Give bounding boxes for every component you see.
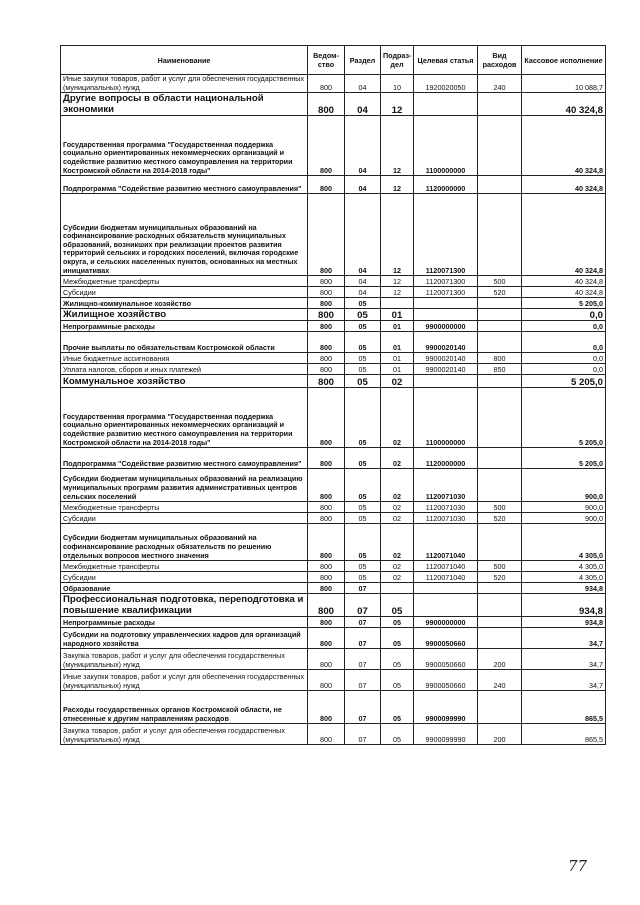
row-razdel: 05 <box>345 469 381 502</box>
row-target: 1120071030 <box>414 502 478 513</box>
row-podrazdel: 05 <box>381 617 414 628</box>
row-podrazdel: 12 <box>381 116 414 176</box>
table-row <box>61 298 606 309</box>
row-razdel: 05 <box>345 524 381 561</box>
table-row <box>61 364 606 375</box>
row-vid <box>478 594 522 617</box>
row-podrazdel: 01 <box>381 364 414 375</box>
row-ved: 800 <box>308 332 345 353</box>
row-name: Расходы государственных органов Костромской области, не отнесенные к другим направлениям расходов <box>61 691 308 724</box>
row-target: 1120071030 <box>414 469 478 502</box>
row-podrazdel: 01 <box>381 309 414 321</box>
row-ved: 800 <box>308 617 345 628</box>
row-name: Субсидии на подготовку управленческих кадров для организаций народного хозяйства <box>61 628 308 649</box>
table-row <box>61 194 606 276</box>
row-target <box>414 594 478 617</box>
row-name: Подпрограмма "Содействие развитию местного самоуправления" <box>61 176 308 194</box>
row-vid <box>478 116 522 176</box>
row-amount: 4 305,0 <box>522 561 606 572</box>
row-name: Субсидии бюджетам муниципальных образований на реализацию муниципальных программ развития административных центров сельских поселений <box>61 469 308 502</box>
row-vid: 850 <box>478 364 522 375</box>
row-ved: 800 <box>308 594 345 617</box>
row-ved: 800 <box>308 513 345 524</box>
row-amount: 10 088,7 <box>522 75 606 93</box>
row-razdel: 05 <box>345 353 381 364</box>
row-name: Закупка товаров, работ и услуг для обеспечения государственных (муниципальных) нужд <box>61 649 308 670</box>
table-row <box>61 448 606 469</box>
header-razdel: Раздел <box>345 46 381 75</box>
row-razdel: 05 <box>345 388 381 448</box>
row-razdel: 05 <box>345 502 381 513</box>
row-podrazdel: 02 <box>381 388 414 448</box>
row-ved: 800 <box>308 321 345 332</box>
table-row <box>61 691 606 724</box>
row-name: Субсидии бюджетам муниципальных образований на софинансирование расходных обязательств по решению отдельных вопросов местного значения <box>61 524 308 561</box>
row-target: 1920020050 <box>414 75 478 93</box>
table-row <box>61 649 606 670</box>
row-vid <box>478 321 522 332</box>
row-amount: 5 205,0 <box>522 298 606 309</box>
row-razdel: 05 <box>345 309 381 321</box>
row-name: Субсидии <box>61 513 308 524</box>
row-ved: 800 <box>308 388 345 448</box>
row-name: Закупка товаров, работ и услуг для обеспечения государственных (муниципальных) нужд <box>61 724 308 745</box>
table-row <box>61 617 606 628</box>
row-vid <box>478 691 522 724</box>
row-ved: 800 <box>308 364 345 375</box>
row-vid <box>478 375 522 388</box>
row-podrazdel: 05 <box>381 649 414 670</box>
row-ved: 800 <box>308 298 345 309</box>
row-target <box>414 93 478 116</box>
row-name: Иные закупки товаров, работ и услуг для обеспечения государственных (муниципальных) нужд <box>61 670 308 691</box>
table-row <box>61 321 606 332</box>
table-row <box>61 628 606 649</box>
row-podrazdel: 02 <box>381 513 414 524</box>
row-amount: 40 324,8 <box>522 93 606 116</box>
row-ved: 800 <box>308 353 345 364</box>
row-vid: 520 <box>478 513 522 524</box>
table-row <box>61 583 606 594</box>
row-razdel: 04 <box>345 194 381 276</box>
row-vid: 200 <box>478 649 522 670</box>
row-razdel: 07 <box>345 617 381 628</box>
row-razdel: 05 <box>345 375 381 388</box>
row-target: 9900000000 <box>414 321 478 332</box>
header-ved: Ведом-ство <box>308 46 345 75</box>
row-name: Образование <box>61 583 308 594</box>
row-razdel: 07 <box>345 691 381 724</box>
row-vid <box>478 583 522 594</box>
row-razdel: 05 <box>345 332 381 353</box>
row-target: 1120071300 <box>414 276 478 287</box>
row-razdel: 07 <box>345 628 381 649</box>
row-ved: 800 <box>308 649 345 670</box>
row-razdel: 07 <box>345 594 381 617</box>
row-name: Прочие выплаты по обязательствам Костромской области <box>61 332 308 353</box>
table-row <box>61 309 606 321</box>
table-body <box>61 75 606 745</box>
row-amount: 34,7 <box>522 670 606 691</box>
table-row <box>61 276 606 287</box>
row-target: 1120071040 <box>414 572 478 583</box>
budget-table <box>60 45 606 745</box>
table-row <box>61 375 606 388</box>
row-target: 9900050660 <box>414 670 478 691</box>
header-vid: Вид расходов <box>478 46 522 75</box>
row-amount: 4 305,0 <box>522 572 606 583</box>
row-razdel: 05 <box>345 561 381 572</box>
row-podrazdel: 02 <box>381 502 414 513</box>
row-target: 9900020140 <box>414 353 478 364</box>
row-amount: 934,8 <box>522 594 606 617</box>
row-target: 9900050660 <box>414 628 478 649</box>
row-podrazdel: 12 <box>381 176 414 194</box>
row-target: 1120071030 <box>414 513 478 524</box>
row-amount: 0,0 <box>522 321 606 332</box>
row-razdel: 05 <box>345 298 381 309</box>
table-row <box>61 724 606 745</box>
row-amount: 5 205,0 <box>522 375 606 388</box>
row-target: 9900099990 <box>414 724 478 745</box>
header-name: Наименование <box>61 46 308 75</box>
row-podrazdel: 05 <box>381 691 414 724</box>
row-target: 9900020140 <box>414 364 478 375</box>
row-ved: 800 <box>308 502 345 513</box>
row-target <box>414 583 478 594</box>
row-vid: 500 <box>478 502 522 513</box>
row-vid: 800 <box>478 353 522 364</box>
row-name: Государственная программа "Государственная поддержка социально ориентированных некоммерческих организаций и содействие развитию местного самоуправления на территории Костромской области на 2014-2018 годы" <box>61 388 308 448</box>
row-target: 1120071040 <box>414 524 478 561</box>
table-row <box>61 561 606 572</box>
row-razdel: 05 <box>345 321 381 332</box>
table-header-row <box>61 46 606 75</box>
row-amount: 40 324,8 <box>522 194 606 276</box>
row-ved: 800 <box>308 176 345 194</box>
table-row <box>61 332 606 353</box>
row-amount: 40 324,8 <box>522 276 606 287</box>
row-target: 1120071300 <box>414 194 478 276</box>
row-vid: 520 <box>478 572 522 583</box>
table-row <box>61 469 606 502</box>
row-target: 1120000000 <box>414 448 478 469</box>
row-ved: 800 <box>308 572 345 583</box>
row-podrazdel <box>381 298 414 309</box>
row-podrazdel: 12 <box>381 194 414 276</box>
row-vid <box>478 448 522 469</box>
row-amount: 0,0 <box>522 353 606 364</box>
row-razdel: 04 <box>345 287 381 298</box>
row-vid: 500 <box>478 561 522 572</box>
row-amount: 0,0 <box>522 364 606 375</box>
row-podrazdel: 12 <box>381 287 414 298</box>
row-amount: 5 205,0 <box>522 388 606 448</box>
table-row <box>61 524 606 561</box>
row-name: Государственная программа "Государственная поддержка социально ориентированных некоммерческих организаций и содействие развитию местного самоуправления на территории Костромской области на 2014-2018 годы" <box>61 116 308 176</box>
row-amount: 34,7 <box>522 628 606 649</box>
row-ved: 800 <box>308 524 345 561</box>
row-amount: 900,0 <box>522 502 606 513</box>
row-ved: 800 <box>308 116 345 176</box>
row-ved: 800 <box>308 375 345 388</box>
row-ved: 800 <box>308 276 345 287</box>
row-vid <box>478 628 522 649</box>
row-amount: 900,0 <box>522 513 606 524</box>
row-name: Жилищное хозяйство <box>61 309 308 321</box>
row-podrazdel: 02 <box>381 524 414 561</box>
row-amount: 40 324,8 <box>522 116 606 176</box>
header-podrazdel: Подраз-дел <box>381 46 414 75</box>
table-row <box>61 670 606 691</box>
row-razdel: 07 <box>345 724 381 745</box>
row-name: Подпрограмма "Содействие развитию местного самоуправления" <box>61 448 308 469</box>
row-podrazdel: 02 <box>381 561 414 572</box>
row-name: Иные бюджетные ассигнования <box>61 353 308 364</box>
row-name: Субсидии <box>61 572 308 583</box>
table-row <box>61 513 606 524</box>
row-name: Межбюджетные трансферты <box>61 276 308 287</box>
row-ved: 800 <box>308 75 345 93</box>
row-name: Уплата налогов, сборов и иных платежей <box>61 364 308 375</box>
row-ved: 800 <box>308 93 345 116</box>
table-row <box>61 93 606 116</box>
row-podrazdel: 01 <box>381 321 414 332</box>
row-vid <box>478 388 522 448</box>
row-vid <box>478 309 522 321</box>
row-podrazdel: 01 <box>381 353 414 364</box>
row-podrazdel <box>381 583 414 594</box>
table-row <box>61 388 606 448</box>
header-amount: Кассовое исполнение <box>522 46 606 75</box>
row-podrazdel: 02 <box>381 469 414 502</box>
row-name: Непрограммные расходы <box>61 617 308 628</box>
row-vid <box>478 332 522 353</box>
row-podrazdel: 10 <box>381 75 414 93</box>
row-podrazdel: 12 <box>381 93 414 116</box>
row-amount: 4 305,0 <box>522 524 606 561</box>
row-name: Непрограммные расходы <box>61 321 308 332</box>
row-ved: 800 <box>308 448 345 469</box>
row-razdel: 04 <box>345 93 381 116</box>
row-name: Субсидии <box>61 287 308 298</box>
row-amount: 865,5 <box>522 724 606 745</box>
row-ved: 800 <box>308 194 345 276</box>
row-target: 9900050660 <box>414 649 478 670</box>
row-podrazdel: 05 <box>381 670 414 691</box>
row-razdel: 07 <box>345 583 381 594</box>
row-amount: 934,8 <box>522 583 606 594</box>
row-name: Межбюджетные трансферты <box>61 561 308 572</box>
row-target: 1120071040 <box>414 561 478 572</box>
row-vid <box>478 617 522 628</box>
row-name: Жилищно-коммунальное хозяйство <box>61 298 308 309</box>
row-podrazdel: 02 <box>381 448 414 469</box>
row-name: Другие вопросы в области национальной экономики <box>61 93 308 116</box>
row-ved: 800 <box>308 691 345 724</box>
table-row <box>61 287 606 298</box>
row-ved: 800 <box>308 583 345 594</box>
row-vid: 500 <box>478 276 522 287</box>
row-name: Коммунальное хозяйство <box>61 375 308 388</box>
row-target: 1100000000 <box>414 116 478 176</box>
row-ved: 800 <box>308 287 345 298</box>
row-name: Межбюджетные трансферты <box>61 502 308 513</box>
row-amount: 0,0 <box>522 332 606 353</box>
row-razdel: 07 <box>345 670 381 691</box>
row-razdel: 04 <box>345 176 381 194</box>
table-row <box>61 176 606 194</box>
row-amount: 0,0 <box>522 309 606 321</box>
row-target: 1100000000 <box>414 388 478 448</box>
row-amount: 865,5 <box>522 691 606 724</box>
row-target: 9900000000 <box>414 617 478 628</box>
row-podrazdel: 05 <box>381 724 414 745</box>
row-amount: 40 324,8 <box>522 287 606 298</box>
row-ved: 800 <box>308 724 345 745</box>
row-amount: 934,8 <box>522 617 606 628</box>
table-row <box>61 572 606 583</box>
row-target <box>414 298 478 309</box>
row-amount: 900,0 <box>522 469 606 502</box>
row-podrazdel: 02 <box>381 375 414 388</box>
row-razdel: 07 <box>345 649 381 670</box>
row-razdel: 04 <box>345 116 381 176</box>
row-target <box>414 375 478 388</box>
row-ved: 800 <box>308 670 345 691</box>
table-row <box>61 502 606 513</box>
row-target: 9900099990 <box>414 691 478 724</box>
row-vid <box>478 469 522 502</box>
row-amount: 40 324,8 <box>522 176 606 194</box>
row-podrazdel: 05 <box>381 594 414 617</box>
row-name: Иные закупки товаров, работ и услуг для обеспечения государственных (муниципальных) нужд <box>61 75 308 93</box>
row-name: Субсидии бюджетам муниципальных образований на софинансирование расходных обязательств муниципальных образований, возникших при реализации проектов развития территорий сельских и городских поселений, включая городские округа, и сельских населенных пунктов, основанных на местных инициативах <box>61 194 308 276</box>
page-number: 77 <box>568 857 588 875</box>
row-vid <box>478 524 522 561</box>
row-target <box>414 309 478 321</box>
row-razdel: 04 <box>345 75 381 93</box>
row-podrazdel: 02 <box>381 572 414 583</box>
row-razdel: 05 <box>345 572 381 583</box>
row-podrazdel: 12 <box>381 276 414 287</box>
row-razdel: 05 <box>345 364 381 375</box>
row-amount: 5 205,0 <box>522 448 606 469</box>
row-podrazdel: 01 <box>381 332 414 353</box>
row-vid <box>478 93 522 116</box>
table-row <box>61 75 606 93</box>
row-ved: 800 <box>308 309 345 321</box>
table-row <box>61 353 606 364</box>
row-vid: 200 <box>478 724 522 745</box>
row-podrazdel: 05 <box>381 628 414 649</box>
row-vid <box>478 176 522 194</box>
row-target: 1120000000 <box>414 176 478 194</box>
row-target: 9900020140 <box>414 332 478 353</box>
table-row <box>61 116 606 176</box>
row-vid: 240 <box>478 670 522 691</box>
budget-table-page <box>60 45 605 745</box>
row-razdel: 05 <box>345 448 381 469</box>
row-ved: 800 <box>308 561 345 572</box>
row-razdel: 04 <box>345 276 381 287</box>
table-row <box>61 594 606 617</box>
row-ved: 800 <box>308 628 345 649</box>
row-razdel: 05 <box>345 513 381 524</box>
row-vid: 240 <box>478 75 522 93</box>
row-vid: 520 <box>478 287 522 298</box>
row-vid <box>478 298 522 309</box>
row-target: 1120071300 <box>414 287 478 298</box>
row-amount: 34,7 <box>522 649 606 670</box>
row-ved: 800 <box>308 469 345 502</box>
row-name: Профессиональная подготовка, переподготовка и повышение квалификации <box>61 594 308 617</box>
header-target: Целевая статья <box>414 46 478 75</box>
row-vid <box>478 194 522 276</box>
